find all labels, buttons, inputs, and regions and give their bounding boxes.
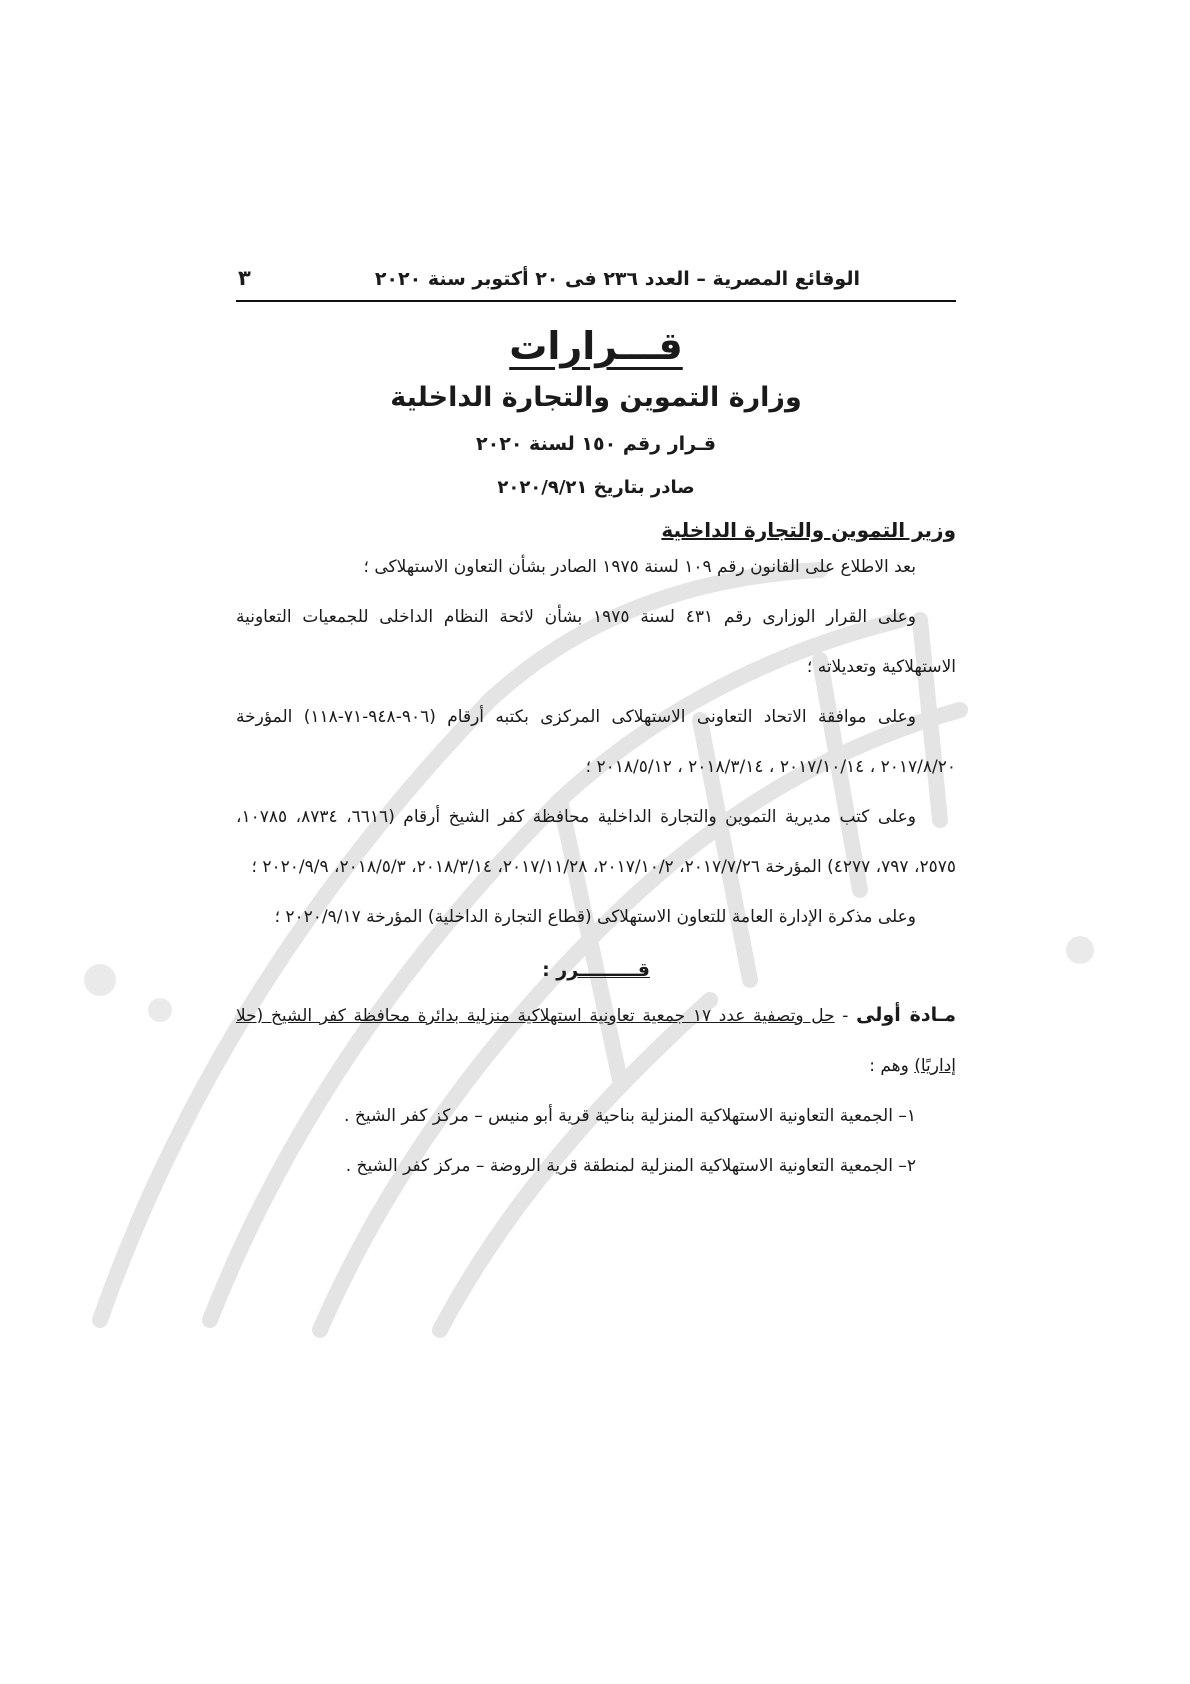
article-one [236,990,956,1091]
article-label: مـادة أولى [856,1004,956,1026]
gazette-page [236,262,956,1191]
minister-title: وزير التموين والتجارة الداخلية [661,518,956,542]
preamble-paragraph: بعد الاطلاع على القانون رقم ١٠٩ لسنة ١٩٧٥ الصادر بشأن التعاون الاستهلاكى ؛ [363,557,916,577]
decided-heading [236,950,956,990]
article-separator: - [834,1006,857,1026]
page-header [236,262,956,302]
page-number: ٣ [238,266,251,290]
gazette-issue-title: الوقائع المصرية – العدد ٢٣٦ فى ٢٠ أكتوبر سنة ٢٠٢٠ [374,268,860,290]
ministry-name: وزارة التموين والتجارة الداخلية [390,382,802,413]
preamble-paragraph: وعلى مذكرة الإدارة العامة للتعاون الاستهلاكى (قطاع التجارة الداخلية) المؤرخة ٢٠٢٠/٩/١٧ ؛ [274,907,916,927]
preamble-paragraph: وعلى القرار الوزارى رقم ٤٣١ لسنة ١٩٧٥ بشأن لائحة النظام الداخلى للجمعيات التعاونية الاستهلاكية وتعديلاته ؛ [236,607,956,677]
decree-date: صادر بتاريخ ٢٠٢٠/٩/٢١ [497,477,695,498]
section-title: قـــرارات [509,324,683,368]
article-text: حل وتصفية عدد ١٧ جمعية تعاونية استهلاكية منزلية بدائرة محافظة كفر الشيخ (حلا إداريًا) [236,1006,956,1076]
decided-label: قـــــــــرر [556,959,650,981]
preamble-paragraph: وعلى كتب مديرية التموين والتجارة الداخلية محافظة كفر الشيخ أرقام (٦٦١٦، ٨٧٣٤، ١٠٧٨٥، ٢٥٧٥، ٧٩٧، ٤٢٧٧) المؤرخة ٢٠١٧/٧/٢٦، ٢٠١٧/١٠/٢، ٢٠١٧/١١/٢٨، ٢٠١٨/٣/١٤، ٢٠١٨/٥/٣، ٢٠٢٠/٩/٩ ؛ [236,807,956,877]
list-item: ١– الجمعية التعاونية الاستهلاكية المنزلية بناحية قرية أبو منيس – مركز كفر الشيخ . [344,1106,916,1126]
article-tail: وهم : [869,1056,915,1076]
preamble-paragraph: وعلى موافقة الاتحاد التعاونى الاستهلاكى المركزى بكتبه أرقام (٩٠٦-٩٤٨-٧١-١١٨) المؤرخة ٢٠١٧/٨/٢٠ ، ٢٠١٧/١٠/١٤ ، ٢٠١٨/٣/١٤ ، ٢٠١٨/٥/١٢ ؛ [236,707,956,777]
decree-number: قـرار رقم ١٥٠ لسنة ٢٠٢٠ [476,433,716,455]
list-item: ٢– الجمعية التعاونية الاستهلاكية المنزلية لمنطقة قرية الروضة – مركز كفر الشيخ . [345,1156,916,1176]
decided-colon: : [542,959,557,981]
